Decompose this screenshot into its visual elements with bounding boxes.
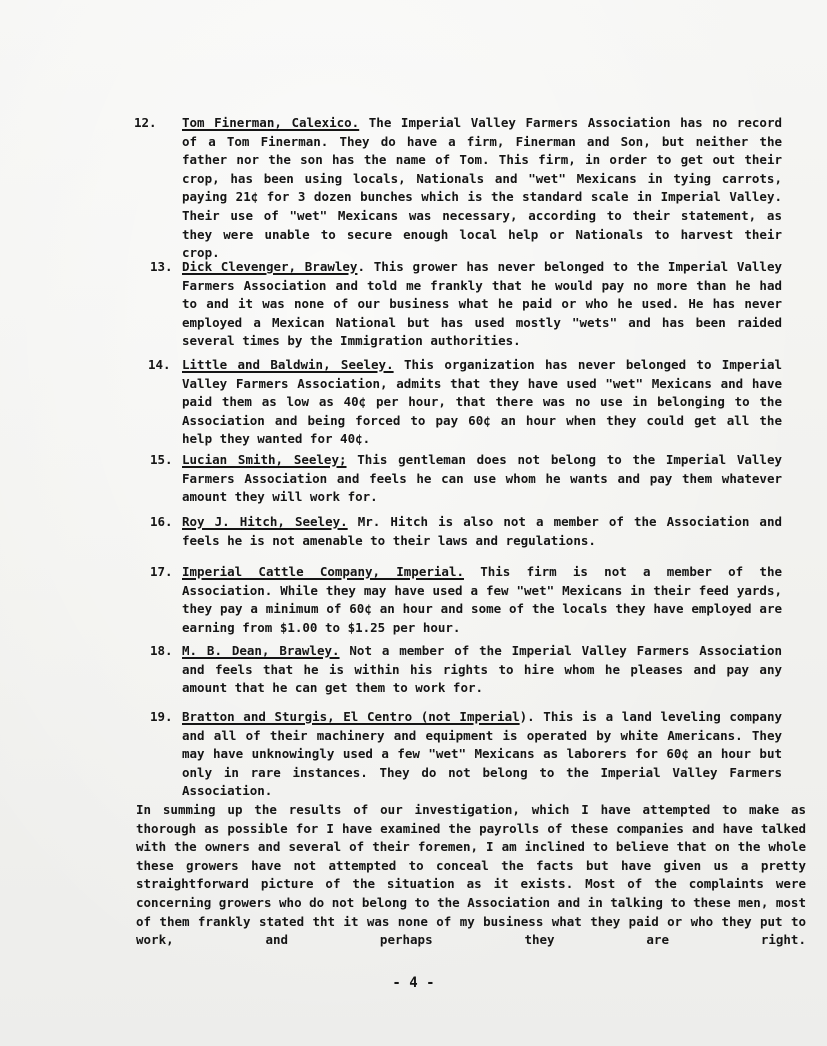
entry-name: Roy J. Hitch, Seeley. [182, 514, 348, 529]
entry-text: The Imperial Valley Farmers Association has no record of a Tom Finerman. They do have a firm, Finerman and Son, but neither the father nor the son has the name of Tom. This firm, in order to get out their crop, has been using locals, Nationals and "wet" Mexicans in tying carrots, paying 21¢ for 3 dozen bunches which is the standard scale in Imperial Valley. Their use of "wet" Mexicans was necessary, according to their statement, as they were unable to secure enough local help or Nationals to harvest their crop. [182, 115, 783, 261]
entry-name: M. B. Dean, Brawley. [182, 643, 340, 658]
entry-text: This grower has never belonged to the Imperial Valley Farmers Association and told me frankly that he would pay no more than he had to and it was none of our business what he paid or who he used. He has never employed a Mexican National but has used mostly "wets" and has been raided several times by the Immigration authorities. [182, 259, 782, 349]
entry-text: Mr. Hitch is also not a member of the Association and feels he is not amenable to their laws and regulations. [182, 514, 783, 548]
entry-text: Not a member of the Imperial Valley Farmers Association and feels that he is within his rights to hire whom he pleases and pay any amount that he can get them to work for. [182, 643, 783, 696]
entry-text: This firm is not a member of the Association. While they may have used a few "wet" Mexicans in their feed yards, they pay a minimum of 60¢ an hour and some of the locals they have employed are earning from $1.00 to $1.25 per hour. [182, 564, 782, 635]
entry-body [182, 642, 782, 698]
entry-name-suffix [359, 115, 369, 130]
entry-name-suffix [348, 514, 358, 529]
entry-number: 13. [150, 259, 173, 274]
entry-name-suffix: ). [519, 709, 544, 724]
entry-number: 18. [150, 643, 173, 658]
entry-number: 17. [150, 564, 173, 579]
summary-paragraph: In summing up the results of our investigation, which I have attempted to make as thorough as possible for I have examined the payrolls of these companies and have talked with the owners and several of their foremen, I am inclined to believe that on the whole these growers have not attempted to conceal the facts but have given us a pretty straightforward picture of the situation as it exists. Most of the complaints were concerning growers who do not belong to the Association and in talking to these men, most of them frankly stated tht it was none of my business what they paid or who they put to work, and perhaps they are right. [136, 802, 806, 948]
entry-name: Lucian Smith, Seeley; [182, 452, 347, 467]
entry-name: Dick Clevenger, Brawley [182, 259, 358, 274]
entry-body [182, 563, 782, 637]
entry-number: 16. [150, 514, 173, 529]
entry-name-suffix [347, 452, 358, 467]
entry-body [182, 114, 782, 263]
entry-body [182, 258, 782, 351]
entry-body [182, 708, 782, 801]
entry-text: This organization has never belonged to Imperial Valley Farmers Association, admits that they have used "wet" Mexicans and have paid them as low as 40¢ per hour, that there was no use in belonging to the Association and being forced to pay 60¢ an hour when they could get all the help they wanted for 40¢. [182, 357, 783, 447]
entry-name: Imperial Cattle Company, Imperial. [182, 564, 464, 579]
entry-number: 19. [150, 709, 173, 724]
entry-number: 14. [148, 357, 171, 372]
entry-name-suffix: . [357, 259, 374, 274]
entry-name-suffix [394, 357, 404, 372]
entry-name: Bratton and Sturgis, El Centro (not Imperial [182, 709, 520, 724]
entry-name: Little and Baldwin, Seeley. [182, 357, 394, 372]
entry-text: This gentleman does not belong to the Imperial Valley Farmers Association and feels he can use whom he wants and pay them whatever amount they will work for. [182, 452, 783, 505]
entry-name-suffix [464, 564, 480, 579]
entry-body [182, 451, 782, 507]
entry-body [182, 356, 782, 449]
page-number: - 4 - [392, 975, 435, 991]
entry-name-suffix [340, 643, 350, 658]
entry-number: 12. [134, 115, 157, 130]
entry-body [182, 513, 782, 550]
entry-text: This is a land leveling company and all of their machinery and equipment is operated by white Americans. They may have unknowingly used a few "wet" Mexicans as laborers for 60¢ an hour but only in rare instances. They do not belong to the Imperial Valley Farmers Association. [182, 709, 783, 799]
entry-name: Tom Finerman, Calexico. [182, 115, 360, 130]
entry-number: 15. [150, 452, 173, 467]
